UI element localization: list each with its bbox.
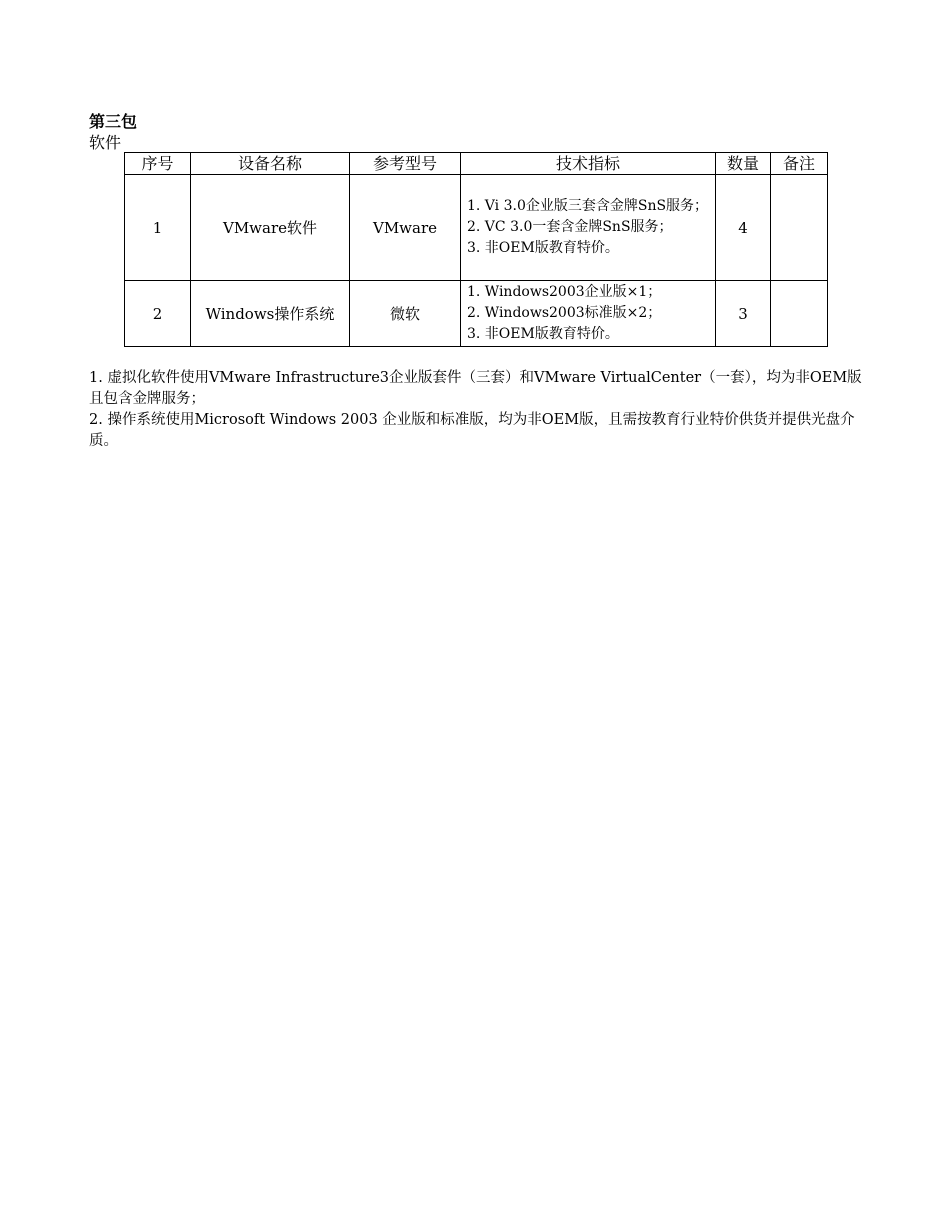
note-item: 1. 虚拟化软件使用VMware Infrastructure3企业版套件（三套）和VMware VirtualCenter（一套），均为非OEM版且包含金牌服务； <box>89 370 862 407</box>
spec-line: 3. 非OEM版教育特价。 <box>467 326 619 342</box>
header-qty: 数量 <box>716 153 771 175</box>
cell-remark <box>771 175 828 281</box>
cell-model: 微软 <box>350 281 461 347</box>
header-model: 参考型号 <box>350 153 461 175</box>
header-specs: 技术指标 <box>461 153 716 175</box>
cell-specs <box>461 175 716 281</box>
table-header-row <box>125 153 828 175</box>
table-row <box>125 281 828 347</box>
spec-line: 1. Vi 3.0企业版三套含金牌SnS服务； <box>467 198 709 214</box>
spec-line: 2. Windows2003标准版×2； <box>467 305 662 321</box>
table-row <box>125 175 828 281</box>
cell-name: VMware软件 <box>191 175 350 281</box>
page-title: 第三包 <box>89 112 138 131</box>
cell-qty: 3 <box>716 281 771 347</box>
cell-qty: 4 <box>716 175 771 281</box>
cell-name: Windows操作系统 <box>191 281 350 347</box>
spec-line: 1. Windows2003企业版×1； <box>467 284 662 300</box>
cell-no: 1 <box>125 175 191 281</box>
header-name: 设备名称 <box>191 153 350 175</box>
header-no: 序号 <box>125 153 191 175</box>
cell-no: 2 <box>125 281 191 347</box>
notes-section <box>89 368 865 452</box>
note-item: 2. 操作系统使用Microsoft Windows 2003 企业版和标准版，均为非OEM版，且需按教育行业特价供货并提供光盘介质。 <box>89 412 855 449</box>
section-label: 软件 <box>89 133 122 152</box>
spec-line: 3. 非OEM版教育特价。 <box>467 240 619 256</box>
spec-table <box>124 152 828 347</box>
spec-line: 2. VC 3.0一套含金牌SnS服务； <box>467 219 673 235</box>
cell-remark <box>771 281 828 347</box>
cell-model: VMware <box>350 175 461 281</box>
header-remark: 备注 <box>771 153 828 175</box>
cell-specs <box>461 281 716 347</box>
